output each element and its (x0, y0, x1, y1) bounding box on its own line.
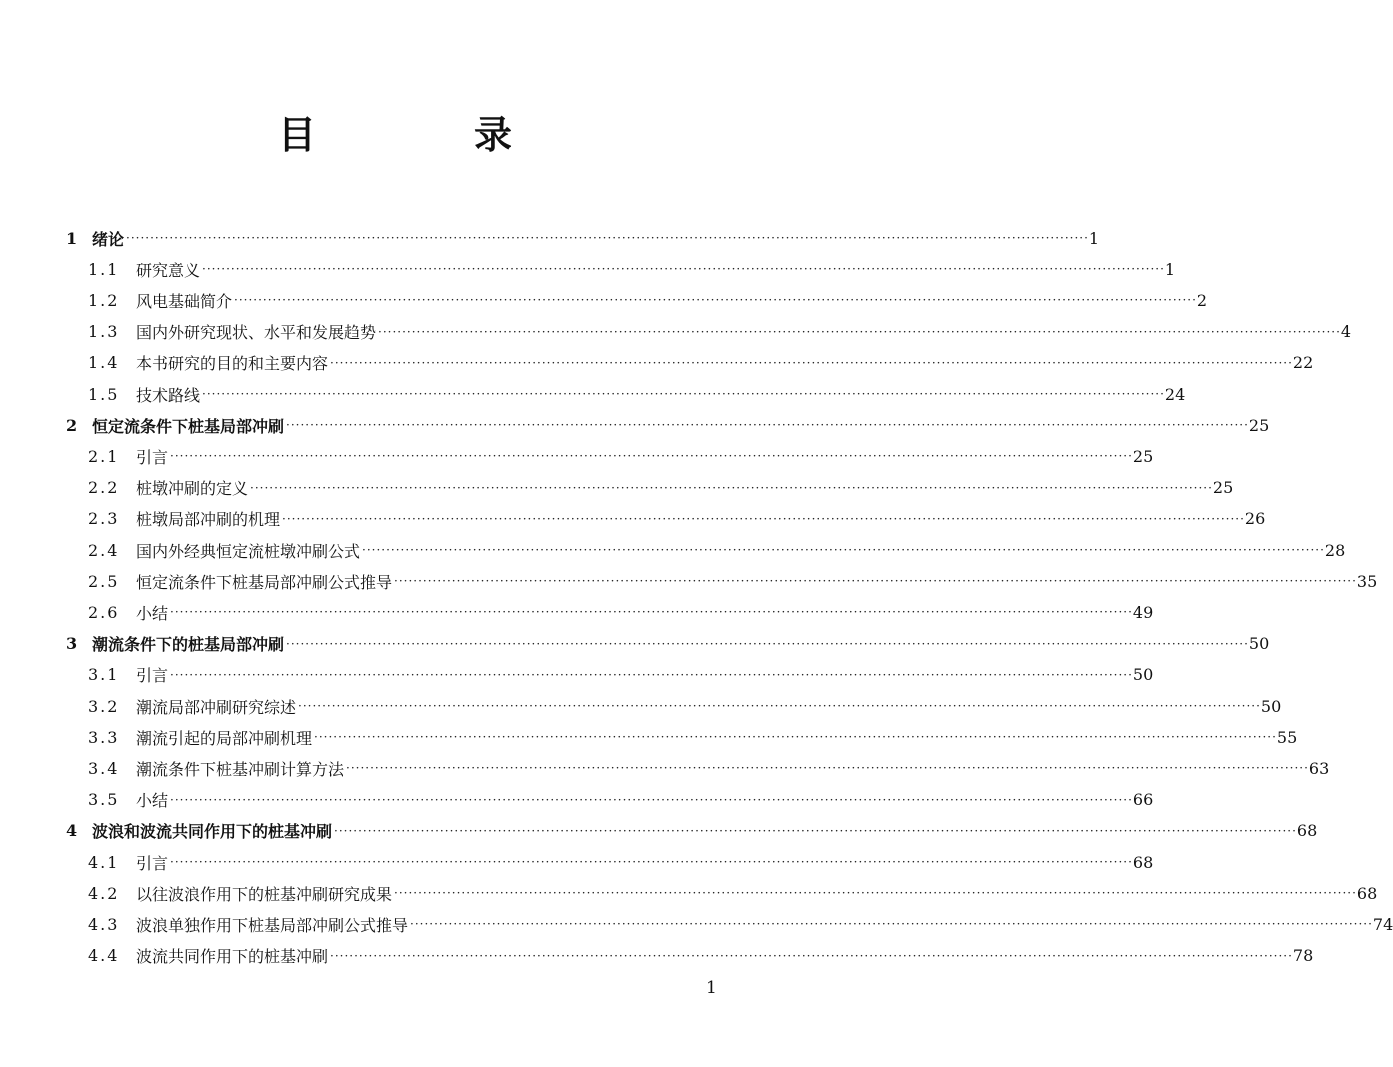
dot-leader: ········································································································································································································ (202, 387, 1165, 401)
entry-line (136, 601, 1154, 624)
toc-entry-section (0, 257, 1176, 281)
entry-page: 25 (1212, 478, 1234, 498)
entry-title: 风电基础简介 (136, 289, 234, 312)
toc-entry-section (0, 663, 1154, 687)
entry-page: 50 (1260, 696, 1282, 716)
entry-number: 1.3 (88, 322, 120, 342)
dot-leader: ········································································································································································································ (378, 324, 1341, 339)
entry-line (136, 539, 1346, 562)
entry-title: 以往波浪作用下的桩基冲刷研究成果 (136, 882, 394, 905)
toc-entry-chapter (0, 413, 1270, 437)
entry-title: 绪论 (92, 227, 126, 250)
toc-entry-section (0, 476, 1234, 500)
entry-number: 3.3 (88, 727, 120, 747)
dot-leader: ········································································································································································································ (286, 636, 1249, 651)
toc-entry-chapter (0, 819, 1318, 843)
entry-page: 25 (1132, 446, 1154, 466)
entry-page: 68 (1296, 821, 1318, 841)
dot-leader: ········································································································································································································ (298, 699, 1261, 713)
dot-leader: ········································································································································································································ (330, 355, 1293, 370)
entry-line (136, 757, 1330, 780)
entry-number: 4.4 (88, 946, 120, 966)
toc-entry-section (0, 788, 1154, 812)
entry-page: 25 (1248, 415, 1270, 435)
dot-leader: ········································································································································································································ (346, 761, 1309, 776)
entry-line (92, 819, 1318, 842)
entry-number: 3.4 (88, 758, 120, 778)
dot-leader: ········································································································································································································ (286, 418, 1249, 433)
toc-entry-section (0, 320, 1352, 344)
entry-number: 2.2 (88, 478, 120, 498)
dot-leader: ········································································································································································································ (282, 511, 1245, 526)
dot-leader: ········································································································································································································ (170, 792, 1133, 807)
dot-leader: ········································································································································································································ (126, 231, 1089, 245)
entry-title: 国内外研究现状、水平和发展趋势 (136, 320, 378, 343)
toc-entry-section (0, 351, 1314, 375)
entry-title: 引言 (136, 851, 170, 874)
dot-leader: ········································································································································································································ (410, 917, 1373, 932)
entry-number: 2.5 (88, 571, 120, 591)
entry-page: 1 (1088, 228, 1100, 248)
toc-entry-section (0, 912, 1393, 936)
entry-page: 74 (1372, 914, 1393, 934)
entry-number: 4.3 (88, 914, 120, 934)
entry-line (92, 227, 1100, 250)
dot-leader: ········································································································································································································ (314, 730, 1277, 745)
entry-line (136, 726, 1298, 749)
entry-number: 2.6 (88, 602, 120, 622)
toc-entry-section (0, 382, 1186, 406)
entry-line (136, 289, 1208, 312)
dot-leader: ········································································································································································································ (394, 574, 1357, 589)
entry-page: 49 (1132, 602, 1154, 622)
dot-leader: ········································································································································································································ (362, 543, 1325, 557)
entry-line (136, 351, 1314, 374)
entry-number: 3.5 (88, 790, 120, 810)
entry-title: 恒定流条件下桩基局部冲刷 (92, 414, 286, 437)
entry-line (136, 851, 1154, 874)
toc-entry-section (0, 507, 1266, 531)
entry-line (136, 695, 1282, 718)
entry-page: 50 (1132, 665, 1154, 685)
entry-title: 潮流引起的局部冲刷机理 (136, 726, 314, 749)
entry-line (136, 507, 1266, 530)
entry-number: 2.3 (88, 509, 120, 529)
entry-number: 2.4 (88, 540, 120, 560)
entry-title: 桩墩冲刷的定义 (136, 476, 250, 499)
entry-number: 1.2 (88, 290, 120, 310)
entry-line (136, 944, 1314, 967)
entry-title: 波浪单独作用下桩基局部冲刷公式推导 (136, 913, 410, 936)
dot-leader: ········································································································································································································ (170, 605, 1133, 620)
entry-page: 66 (1132, 790, 1154, 810)
entry-number: 1.1 (88, 259, 120, 279)
toc-entry-section (0, 725, 1298, 749)
entry-number: 4.1 (88, 852, 120, 872)
entry-line (136, 913, 1393, 936)
entry-number: 3.2 (88, 696, 120, 716)
page-title: 目 录 (277, 112, 572, 157)
toc-entry-section (0, 944, 1314, 968)
entry-number: 4 (66, 821, 78, 841)
entry-title: 恒定流条件下桩基局部冲刷公式推导 (136, 570, 394, 593)
entry-page: 26 (1244, 509, 1266, 529)
entry-page: 63 (1308, 758, 1330, 778)
dot-leader: ········································································································································································································ (170, 449, 1133, 464)
toc-entry-section (0, 756, 1330, 780)
dot-leader: ········································································································································································································ (250, 480, 1213, 495)
entry-line (136, 570, 1378, 593)
entry-number: 3 (66, 634, 78, 654)
entry-title: 波浪和波流共同作用下的桩基冲刷 (92, 819, 334, 842)
entry-number: 1.4 (88, 353, 120, 373)
entry-number: 3.1 (88, 665, 120, 685)
entry-line (136, 882, 1378, 905)
entry-line (136, 445, 1154, 468)
entry-title: 波流共同作用下的桩基冲刷 (136, 944, 330, 967)
entry-page: 22 (1292, 353, 1314, 373)
toc-entry-chapter (0, 632, 1270, 656)
entry-number: 2 (66, 415, 78, 435)
entry-page: 28 (1324, 540, 1346, 560)
entry-line (136, 258, 1176, 281)
toc-entry-section (0, 600, 1154, 624)
entry-page: 4 (1340, 322, 1352, 342)
entry-page: 1 (1164, 259, 1176, 279)
entry-page: 35 (1356, 571, 1378, 591)
toc-entry-section (0, 538, 1346, 562)
entry-title: 小结 (136, 601, 170, 624)
dot-leader: ········································································································································································································ (170, 667, 1133, 682)
entry-title: 桩墩局部冲刷的机理 (136, 507, 282, 530)
entry-title: 技术路线 (136, 383, 202, 406)
dot-leader: ········································································································································································································ (202, 262, 1165, 277)
entry-page: 55 (1276, 727, 1298, 747)
toc-entry-section (0, 694, 1282, 718)
toc-entry-section (0, 881, 1378, 905)
entry-title: 研究意义 (136, 258, 202, 281)
entry-line (136, 476, 1234, 499)
entry-title: 引言 (136, 445, 170, 468)
entry-title: 引言 (136, 663, 170, 686)
entry-page: 78 (1292, 946, 1314, 966)
entry-page: 24 (1164, 384, 1186, 404)
entry-number: 2.1 (88, 446, 120, 466)
entry-page: 68 (1132, 852, 1154, 872)
entry-line (136, 663, 1154, 686)
entry-line (136, 320, 1352, 343)
entry-title: 潮流条件下桩基冲刷计算方法 (136, 757, 346, 780)
entry-page: 50 (1248, 634, 1270, 654)
toc-entry-section (0, 288, 1208, 312)
dot-leader: ········································································································································································································ (394, 886, 1357, 901)
dot-leader: ········································································································································································································ (334, 823, 1297, 838)
dot-leader: ········································································································································································································ (234, 293, 1197, 308)
entry-title: 本书研究的目的和主要内容 (136, 351, 330, 374)
entry-title: 潮流条件下的桩基局部冲刷 (92, 632, 286, 655)
entry-title: 国内外经典恒定流桩墩冲刷公式 (136, 539, 362, 562)
entry-number: 4.2 (88, 883, 120, 903)
toc-entry-section (0, 850, 1154, 874)
entry-line (92, 632, 1270, 655)
dot-leader: ········································································································································································································ (330, 948, 1293, 963)
entry-line (136, 788, 1154, 811)
entry-number: 1.5 (88, 384, 120, 404)
toc-entry-section (0, 569, 1378, 593)
entry-title: 小结 (136, 788, 170, 811)
entry-number: 1 (66, 228, 78, 248)
entry-page: 2 (1196, 290, 1208, 310)
page-number: 1 (706, 978, 717, 998)
dot-leader: ········································································································································································································ (170, 855, 1133, 869)
entry-title: 潮流局部冲刷研究综述 (136, 695, 298, 718)
toc-entry-chapter (0, 226, 1100, 250)
entry-line (92, 414, 1270, 437)
toc-entry-section (0, 444, 1154, 468)
entry-line (136, 383, 1186, 406)
entry-page: 68 (1356, 883, 1378, 903)
